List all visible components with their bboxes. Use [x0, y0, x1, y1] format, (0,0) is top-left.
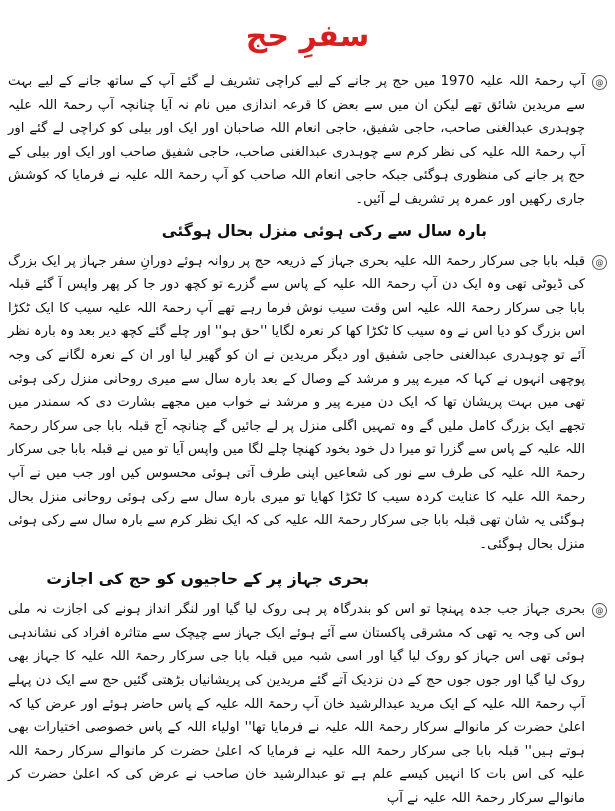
section-heading: بحری جہاز پر کے حاجیوں کو حج کی اجازت [46, 570, 369, 589]
paragraph-text: بحری جہاز جب جدہ پہنچا تو اس کو بندرگاہ پر ہی روک لیا گیا اور لنگر انداز ہونے کی اجازت نہ ملی اس کی وجہ یہ تھی کہ مشرقی پاکستان سے آئے ہوئے ایک جہاز سے چیچک سے متاثرہ افراد کی نشاندہی ہوئی تھی اس جہاز کو روک لیا گیا اور اسی شبہ میں قبلہ بابا جی سرکار رحمۃ اللہ علیہ کا جہاز بھی روک لیا گیا اور جوں جوں حج کے دن نزدیک آتے گئے مریدین کی پریشانیاں بڑھتی گئیں حج سے ایک دن پہلے آپ رحمۃ اللہ علیہ کے ایک مرید عبدالرشید خان آپ رحمۃ اللہ علیہ کے پاس حاضر ہوئے اور عرض کیا کہ اعلیٰ حضرت کر مانوالے سرکار رحمۃ اللہ علیہ نے فرمایا تھا'' اولیاء اللہ کے پاس خصوصی اختیارات بھی ہوتے ہیں'' قبلہ بابا جی سرکار رحمۃ اللہ علیہ نے فرمایا کہ اعلیٰ حضرت کر مانوالے سرکار رحمۃ اللہ علیہ کی اس بات کا انہیں کیسے علم ہے تو عبدالرشید خان صاحب نے عرض کی کہ اعلیٰ حضرت کر مانوالے سرکار رحمۃ اللہ علیہ نے آپ [8, 602, 585, 807]
bullet-icon: @ [592, 255, 607, 270]
paragraph-hajj-journey [8, 70, 607, 212]
paragraph-text: آپ رحمۃ اللہ علیہ 1970 میں حج پر جانے کے لیے کراچی تشریف لے گئے آپ کے ساتھ جانے کے لیے بہت سے مریدین شائق تھے لیکن ان میں سے بعض کا قرعہ اندازی میں نام نہ آیا چنانچہ آپ رحمۃ اللہ علیہ چوہدری عبدالغنی صاحب، حاجی شفیق، حاجی انعام اللہ صاحبان اور ایک اور بیلی کو کراچی لے گئے اور آپ رحمۃ اللہ علیہ کی نظر کرم سے چوہدری عبدالغنی صاحب، حاجی شفیق صاحب اور ایک اور بیلی کے حج پر جانے کی منظوری ہوگئی جبکہ حاجی انعام اللہ صاحب کو آپ رحمۃ اللہ علیہ نے فرمایا کہ کوشش جاری رکھیں اور عمرہ پر تشریف لے آئیں۔ [8, 74, 585, 207]
section-heading: بارہ سال سے رکی ہوئی منزل بحال ہوگئی [161, 221, 487, 240]
bullet-icon: @ [592, 75, 607, 90]
paragraph-restored-station [8, 250, 607, 557]
paragraph-ship-permission [8, 598, 607, 810]
bullet-icon: @ [592, 603, 607, 618]
paragraph-text: قبلہ بابا جی سرکار رحمۃ اللہ علیہ بحری جہاز کے ذریعہ حج پر روانہ ہوئے دورانِ سفر جہاز پر ایک بزرگ کی ڈیوٹی تھی وہ ایک دن آپ رحمۃ اللہ علیہ کے پاس سے گزرے تو کچھ دور جا کر پھر واپس آ گئے قبلہ بابا جی سرکار رحمۃ اللہ علیہ اس وقت سیب نوش فرما رہے تھے آپ رحمۃ اللہ علیہ سیب کا ایک ٹکڑا اس بزرگ کو دیا اس نے وہ سیب کا ٹکڑا کھا کر نعرہ لگایا ''حق ہو'' اور چلے گئے کچھ دیر بعد وہ بارہ نظر آئے تو چوہدری عبدالغنی حاجی شفیق اور دیگر مریدین نے ان کو گھیر لیا اور ان کے نعرہ لگانے کی وجہ پوچھی انہوں نے کہا کہ میرے پیر و مرشد کے وصال کے بعد بارہ سال سے میری روحانی منزل رکی ہوئی تھی میں بہت پریشان تھا کہ ایک دن میرے پیر و مرشد نے خواب میں مجھے بشارت دی کہ سمندر میں تجھے ایک بزرگ کامل ملیں گے وہ تمہیں اگلی منزل پر لے جائیں گے چنانچہ آج قبلہ بابا جی سرکار رحمۃ اللہ علیہ کے پاس سے گزرا تو میرا دل خود بخود کھنچا چلے لگا میں واپس آیا تو میں نے قبلہ بابا جی سرکار رحمۃ اللہ علیہ کی طرف سے نور کی شعاعیں اپنی طرف آتی ہوئی محسوس کیں اور جب میں نے آپ رحمۃ اللہ علیہ کا عنایت کردہ سیب کا ٹکڑا کھایا تو میری بارہ سال سے رکی ہوئی روحانی منزل بحال ہوگئی یہ شان تھی قبلہ بابا جی سرکار رحمۃ اللہ علیہ کی کہ ایک نظر کرم سے بارہ سال سے رکی ہوئی منزل بحال ہوگئی۔ [8, 253, 585, 552]
page-title: سفرِ حج [245, 19, 370, 54]
